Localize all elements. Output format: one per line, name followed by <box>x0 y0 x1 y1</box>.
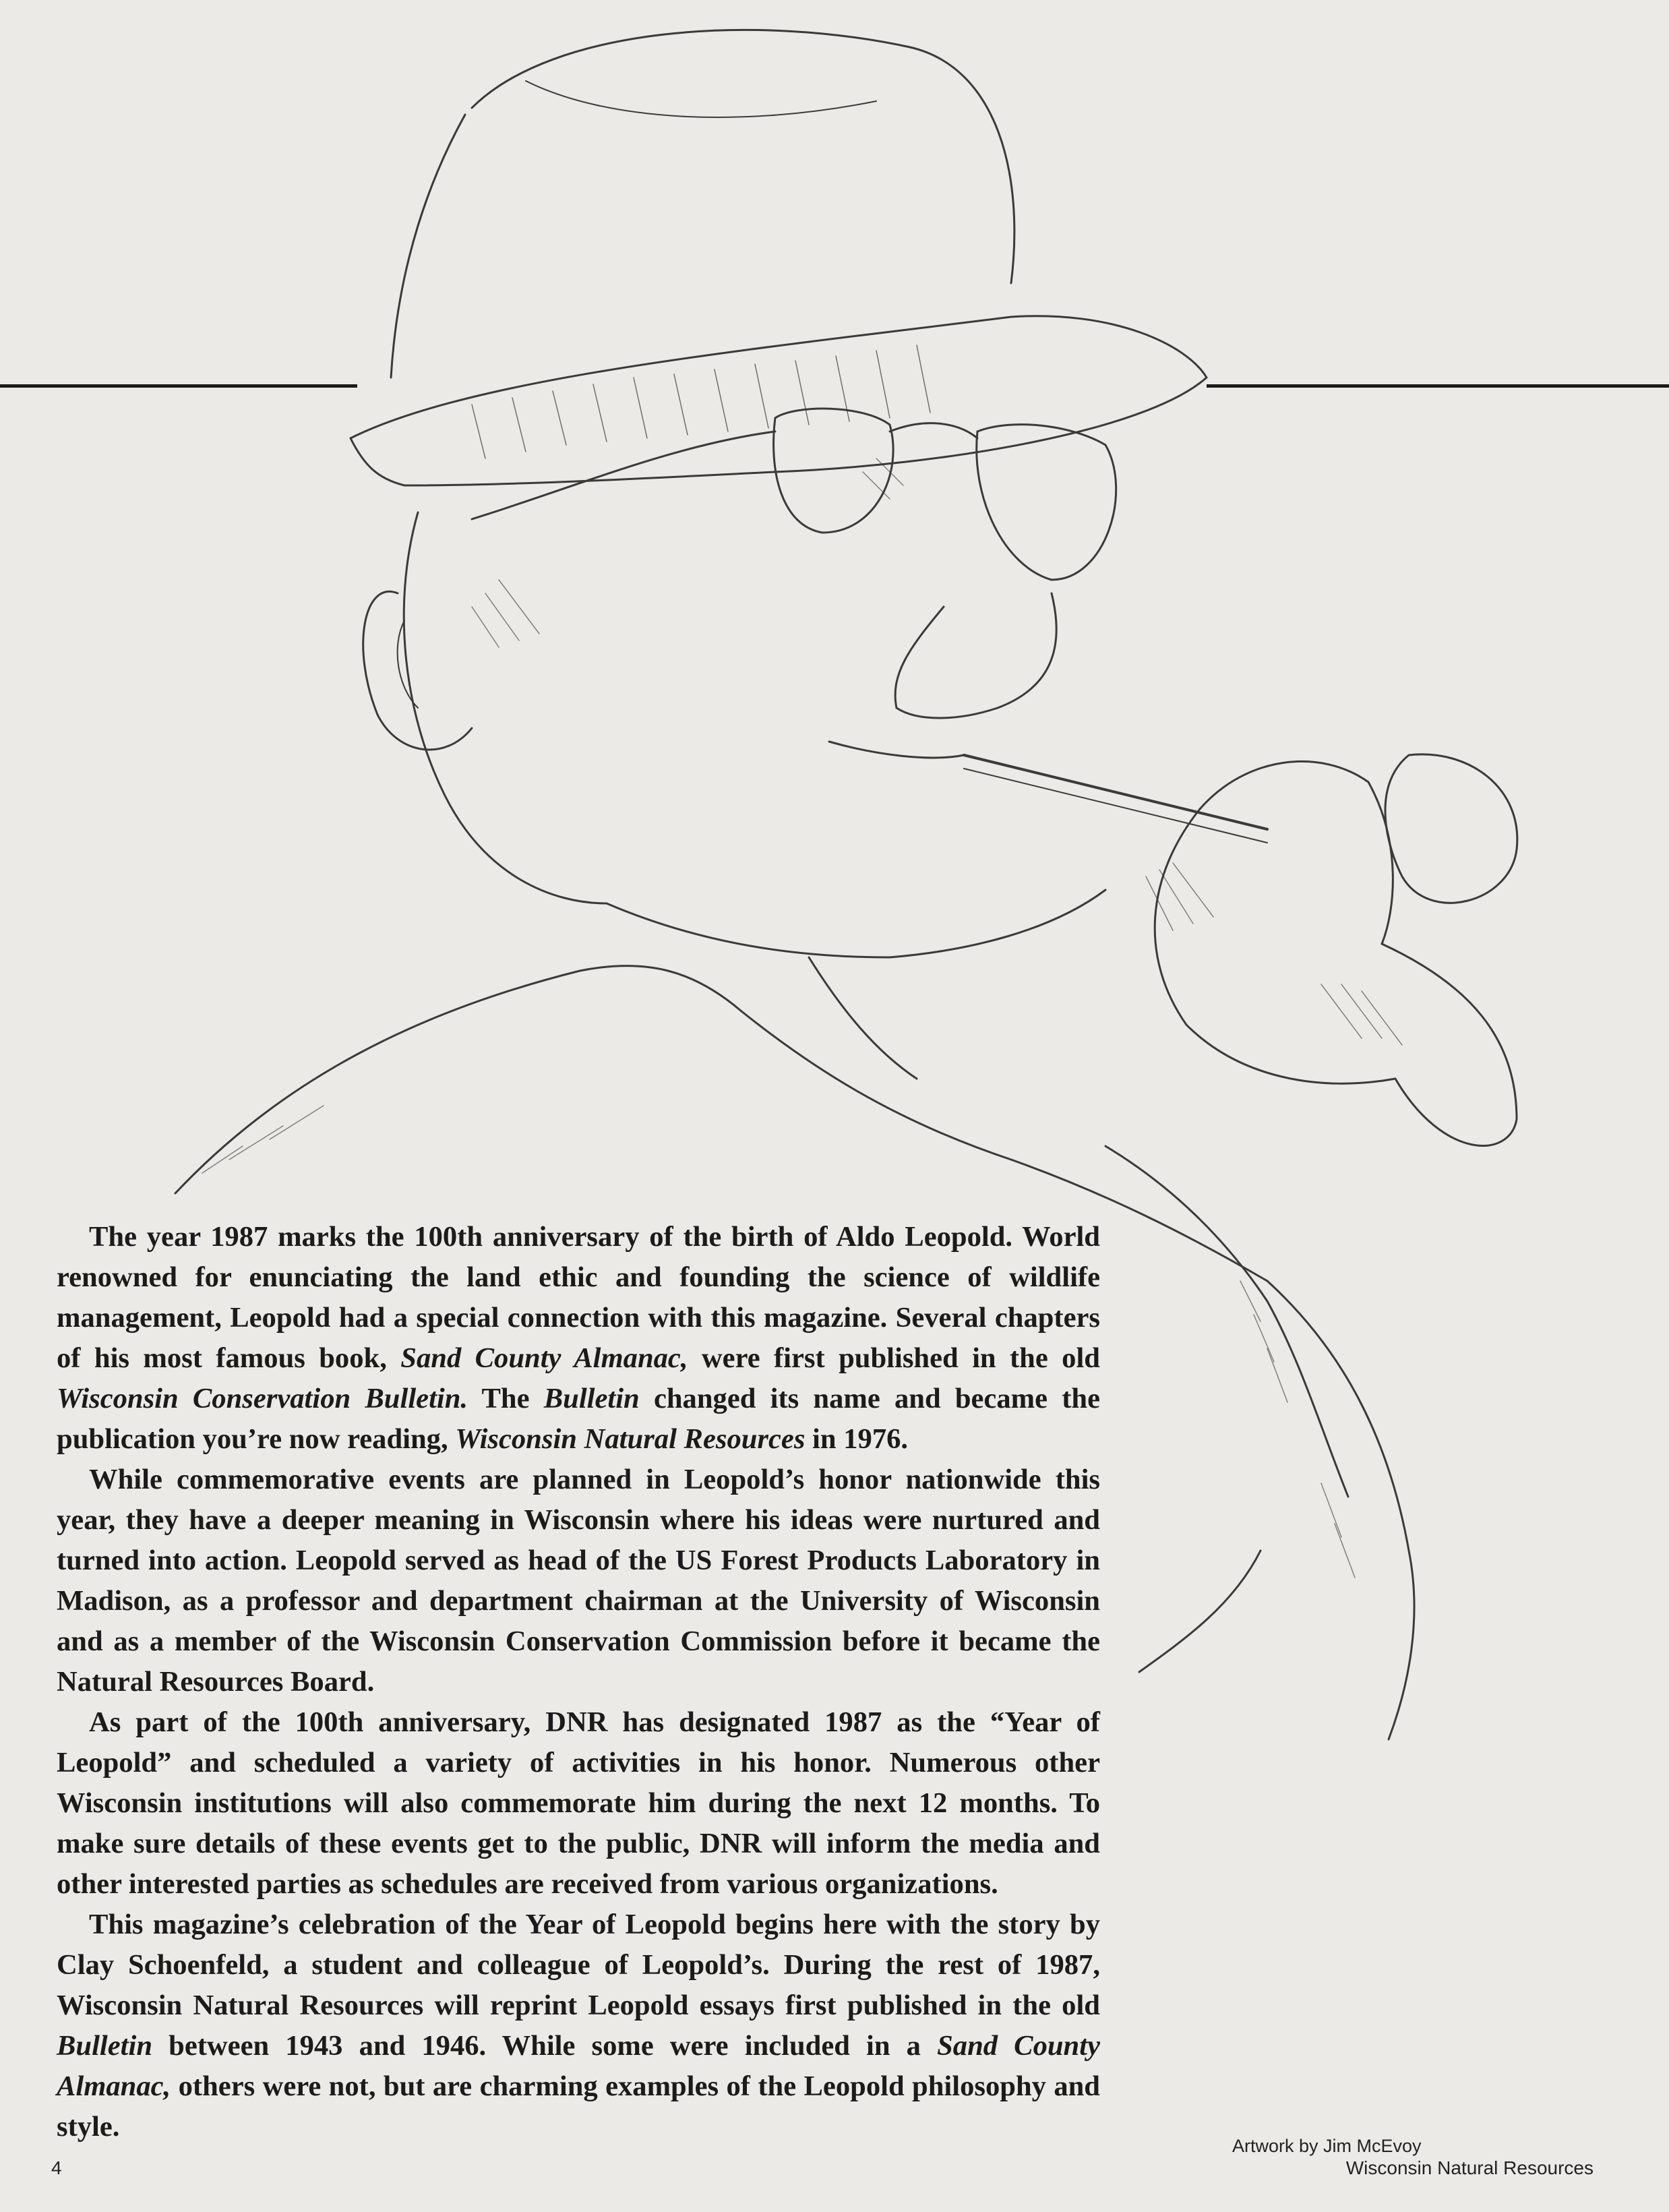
p4-text-3: others were not, but are charming examples of the Leopold philosophy and style. <box>57 2070 1100 2143</box>
paragraph-3: As part of the 100th anniversary, DNR has designated 1987 as the “Year of Leopold” and scheduled a variety of activities in his honor. Numerous other Wisconsin institutions will also commemorate him during the next 12 months. To make sure details of these events get to the public, DNR will inform the media and other interested parties as schedules are received from various organizations. <box>57 1706 1100 1900</box>
page-number: 4 <box>51 2157 62 2178</box>
p4-italic-1: Bulletin <box>57 2030 153 2062</box>
p4-italic-2: Sand County Almanac, <box>57 2030 1100 2102</box>
p1-italic-1: Sand County Almanac, <box>400 1342 688 1374</box>
p1-text-2: were first published in the old <box>688 1342 1100 1374</box>
p1-italic-2: Wisconsin Conservation Bulletin. <box>57 1383 468 1414</box>
paragraph-1 <box>57 1217 1100 1460</box>
p4-text-1: This magazine’s celebration of the Year of Leopold begins here with the story by Clay Schoenfeld, a student and colleague of Leopold’s. During the rest of 1987, Wisconsin Natural Resources will reprint Leopold essays first published in the old <box>57 1909 1100 2021</box>
paragraph-4 <box>57 1905 1100 2147</box>
p1-italic-4: Wisconsin Natural Resources <box>455 1423 806 1455</box>
p1-text-4: changed its name and became the publication you’re now reading, <box>57 1383 1101 1455</box>
magazine-name: Wisconsin Natural Resources <box>1345 2157 1594 2178</box>
p1-text-3: The <box>468 1383 544 1414</box>
p1-text-1: The year 1987 marks the 100th anniversary of the birth of Aldo Leopold. World renowned for enunciating the land ethic and founding the science of wildlife management, Leopold had a special connection with this magazine. Several chapters of his most famous book, <box>57 1221 1100 1374</box>
p1-text-5: in 1976. <box>805 1423 909 1455</box>
artwork-credit: Artwork by Jim McEvoy <box>1232 2136 1422 2156</box>
paragraph-2: While commemorative events are planned in Leopold’s honor nationwide this year, they have a deeper meaning in Wisconsin where his ideas were nurtured and turned into action. Leopold served as head of the US Forest Products Laboratory in Madison, as a professor and department chairman at the University of Wisconsin and as a member of the Wisconsin Conservation Commission before it became the Natural Resources Board. <box>57 1464 1100 1698</box>
p4-text-2: between 1943 and 1946. While some were included in a <box>152 2030 938 2062</box>
p1-italic-3: Bulletin <box>543 1383 640 1414</box>
article-intro <box>57 1217 1100 2147</box>
